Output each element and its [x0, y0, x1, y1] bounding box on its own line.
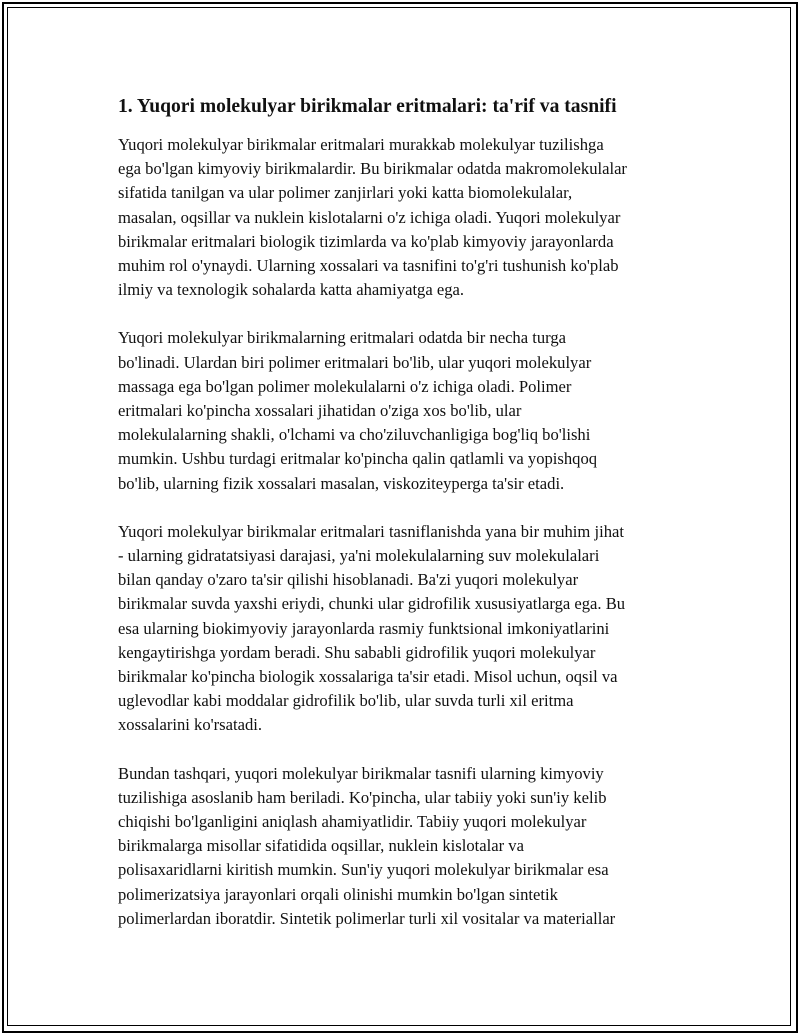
paragraph-3: [118, 520, 698, 738]
text-line: Yuqori molekulyar birikmalarning eritmalari odatda bir necha turga: [118, 328, 567, 348]
text-line: ilmiy va texnologik sohalarda katta ahamiyatga ega.: [118, 280, 465, 300]
text-line: birikmalar suvda yaxshi eriydi, chunki ular gidrofilik xususiyatlarga ega. Bu: [118, 594, 626, 614]
text-line: - ularning gidratatsiyasi darajasi, ya'ni molekulalarning suv molekulalari: [118, 546, 600, 566]
text-line: Bundan tashqari, yuqori molekulyar birikmalar tasnifi ularning kimyoviy: [118, 763, 604, 783]
text-line: xossalarini ko'rsatadi.: [118, 715, 263, 735]
document-body: [118, 94, 698, 955]
text-line: esa ularning biokimyoviy jarayonlarda rasmiy funktsional imkoniyatlarini: [118, 618, 610, 638]
text-line: polimerizatsiya jarayonlari orqali olinishi mumkin bo'lgan sintetik: [118, 884, 558, 904]
text-line: chiqishi bo'lganligini aniqlash ahamiyatlidir. Tabiiy yuqori molekulyar: [118, 812, 587, 832]
paragraph-4: [118, 762, 698, 931]
text-line: muhim rol o'ynaydi. Ularning xossalari va tasnifini to'g'ri tushunish ko'plab: [118, 256, 619, 276]
text-line: molekulalarning shakli, o'lchami va cho'ziluvchanligiga bog'liq bo'lishi: [118, 425, 591, 445]
paragraph-1: [118, 133, 698, 302]
text-line: polimerlardan iboratdir. Sintetik polimerlar turli xil vositalar va materiallar: [118, 908, 616, 928]
text-line: sifatida tanilgan va ular polimer zanjirlari yoki katta biomolekulalar,: [118, 183, 573, 203]
text-line: polisaxaridlarni kiritish mumkin. Sun'iy yuqori molekulyar birikmalar esa: [118, 860, 609, 880]
text-line: bo'linadi. Ulardan biri polimer eritmalari bo'lib, ular yuqori molekulyar: [118, 352, 592, 372]
text-line: tuzilishiga asoslanib ham beriladi. Ko'pincha, ular tabiiy yoki sun'iy kelib: [118, 787, 607, 807]
text-line: Yuqori molekulyar birikmalar eritmalari murakkab molekulyar tuzilishga: [118, 135, 604, 154]
document-title: 1. Yuqori molekulyar birikmalar eritmalari: ta'rif va tasnifi: [118, 96, 617, 117]
text-line: birikmalar ko'pincha biologik xossalariga ta'sir etadi. Misol uchun, oqsil va: [118, 667, 618, 687]
text-line: bo'lib, ularning fizik xossalari masalan, viskoziteyperga ta'sir etadi.: [118, 473, 565, 493]
text-line: eritmalari ko'pincha xossalari jihatidan o'ziga xos bo'lib, ular: [118, 401, 522, 421]
text-line: birikmalarga misollar sifatidida oqsillar, nuklein kislotalar va: [118, 836, 524, 856]
text-line: ega bo'lgan kimyoviy birikmalardir. Bu birikmalar odatda makromolekulalar: [118, 159, 627, 179]
text-line: bilan qanday o'zaro ta'sir qilishi hisoblanadi. Ba'zi yuqori molekulyar: [118, 570, 579, 590]
text-line: massaga ega bo'lgan polimer molekulalarni o'z ichiga oladi. Polimer: [118, 376, 572, 396]
text-line: uglevodlar kabi moddalar gidrofilik bo'lib, ular suvda turli xil eritma: [118, 691, 574, 711]
text-line: kengaytirishga yordam beradi. Shu sababli gidrofilik yuqori molekulyar: [118, 642, 596, 662]
text-line: birikmalar eritmalari biologik tizimlarda va ko'plab kimyoviy jarayonlarda: [118, 231, 614, 251]
text-line: masalan, oqsillar va nuklein kislotalarni o'z ichiga oladi. Yuqori molekulyar: [118, 207, 621, 227]
paragraph-2: [118, 326, 698, 495]
text-line: Yuqori molekulyar birikmalar eritmalari tasniflanishda yana bir muhim jihat: [118, 521, 624, 541]
text-line: mumkin. Ushbu turdagi eritmalar ko'pincha qalin qatlamli va yopishqoq: [118, 449, 598, 469]
